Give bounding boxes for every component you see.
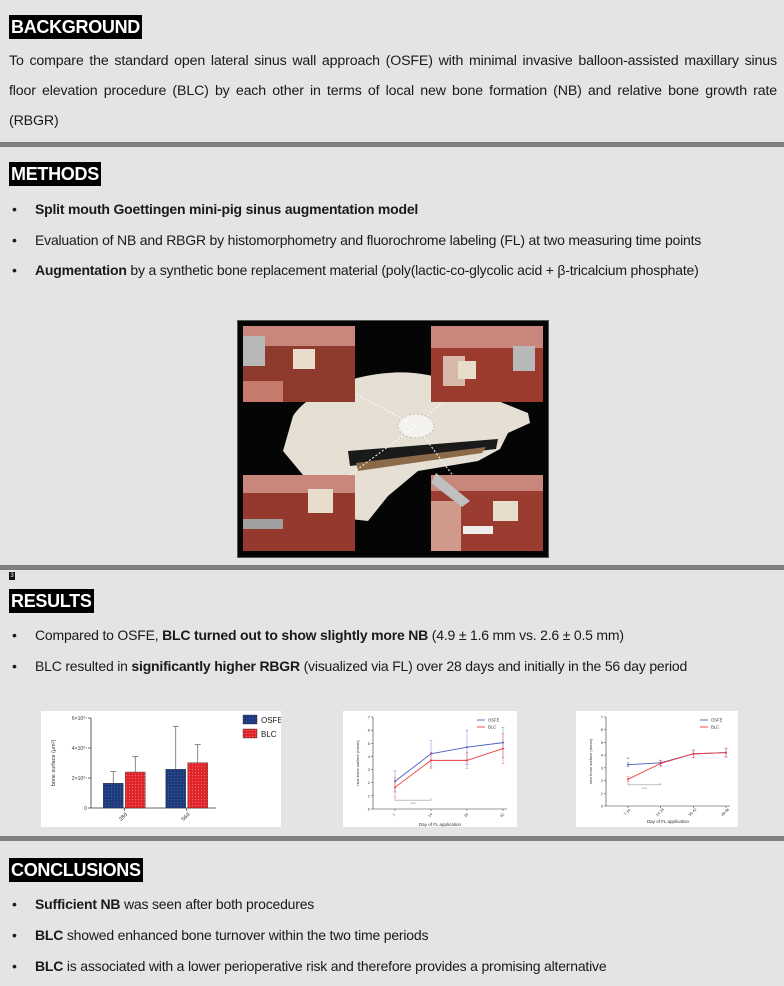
- bullet-icon: •: [12, 262, 17, 278]
- bullet-bold-text: Split mouth Goettingen mini-pig sinus augmentation model: [35, 201, 419, 217]
- intraop-photo-top-right: [431, 326, 543, 402]
- legend-label: OSFE: [261, 716, 281, 725]
- y-axis-label: bone surface (µm²): [51, 739, 57, 787]
- bullet-bold-text: BLC: [35, 958, 64, 974]
- y-tick-label: 6×10⁰⁷: [71, 716, 87, 722]
- methods-bullet: [12, 201, 418, 217]
- x-tick-label: 7-14: [623, 808, 632, 817]
- intraop-photo-top-left: [243, 326, 355, 402]
- y-tick-label: 7: [600, 714, 603, 720]
- significance-bracket: [395, 798, 431, 800]
- bullet-bold-text: Sufficient NB: [35, 896, 121, 912]
- data-point-blc: [627, 778, 629, 780]
- y-tick-label: 5: [600, 739, 603, 745]
- results-title: RESULTS: [11, 591, 92, 611]
- y-tick-label: 6: [367, 727, 370, 733]
- data-point-osfe: [466, 746, 468, 748]
- y-tick-label: 4×10⁰⁷: [71, 746, 87, 752]
- bullet-bold-text: BLC turned out to show slightly more NB: [162, 627, 429, 643]
- bullet-icon: •: [12, 927, 17, 943]
- bullet-text: Compared to OSFE,: [35, 627, 163, 643]
- bullet-bold-text: BLC: [35, 927, 64, 943]
- bar-blc-56d: [188, 763, 208, 808]
- legend-label: BLC: [488, 724, 497, 730]
- bullet-text: was seen after both procedures: [120, 896, 315, 912]
- section-divider: [0, 565, 784, 570]
- background-title: BACKGROUND: [11, 17, 140, 37]
- data-point-blc: [692, 753, 694, 755]
- y-tick-label: 5: [367, 740, 370, 746]
- data-point-blc: [660, 762, 662, 764]
- bullet-text: by a synthetic bone replacement material (poly(lactic-co-glycolic acid + β-tricalcium phosphate): [126, 262, 699, 278]
- significance-bracket: [628, 783, 661, 785]
- bullet-text: (4.9 ± 1.6 mm vs. 2.6 ± 0.5 mm): [428, 627, 624, 643]
- conclusions-title: CONCLUSIONS: [11, 860, 141, 880]
- bullet-icon: •: [12, 627, 17, 643]
- y-tick-label: 4: [600, 752, 603, 758]
- y-axis-label: new bone surface (mean): [588, 738, 593, 785]
- y-tick-label: 2: [367, 780, 370, 786]
- bullet-bold-text: significantly higher RBGR: [131, 658, 300, 674]
- y-tick-label: 0: [367, 806, 370, 812]
- bar-osfe-28d: [103, 783, 123, 808]
- data-point-blc: [394, 786, 396, 788]
- data-point-osfe: [627, 764, 629, 766]
- series-line-blc: [628, 753, 726, 780]
- x-tick-label: 14-28: [655, 807, 665, 818]
- legend-swatch-osfe: [243, 715, 257, 724]
- methods-bullet: [12, 262, 699, 278]
- bar-blc-28d: [125, 772, 145, 808]
- line-chart-panel-1: [343, 711, 517, 827]
- y-tick-label: 3: [367, 767, 370, 773]
- background-text: To compare the standard open lateral sinus wall approach (OSFE) with minimal invasive balloon-assisted maxillary sinus floor elevation procedure (BLC) by each other in terms of local new bone formation (NB) and relative bone growth rate (RBGR): [9, 53, 777, 129]
- methods-title: METHODS: [11, 164, 99, 184]
- x-tick-label: 28d: [118, 811, 129, 823]
- line-chart-1: [343, 711, 517, 827]
- page-marker: 3: [10, 573, 14, 579]
- x-axis-label: Day of FL application: [418, 822, 462, 827]
- bar-osfe-56d: [166, 769, 186, 808]
- y-tick-label: 2×10⁰⁷: [71, 776, 87, 782]
- methods-figure: [237, 320, 549, 558]
- y-tick-label: 4: [367, 753, 370, 759]
- results-bullet: [12, 627, 624, 643]
- y-tick-label: 7: [367, 714, 370, 720]
- conclusions-bullet: [12, 927, 428, 943]
- line-chart-panel-2: [576, 711, 738, 827]
- bullet-text: is associated with a lower perioperative risk and therefore provides a promising alternative: [63, 958, 607, 974]
- bullet-icon: •: [12, 958, 17, 974]
- section-divider: [0, 142, 784, 147]
- significance-label: ****: [641, 786, 648, 791]
- bullet-text: (visualized via FL) over 28 days and initially in the 56 day period: [299, 658, 688, 674]
- line-chart-2: [576, 711, 738, 827]
- bullet-text: showed enhanced bone turnover within the two time periods: [63, 927, 429, 943]
- data-point-blc: [466, 759, 468, 761]
- bullet-icon: •: [12, 658, 17, 674]
- bullet-icon: •: [12, 201, 17, 217]
- bullet-text: BLC resulted in: [35, 658, 132, 674]
- bullet-bold-text: Augmentation: [35, 262, 127, 278]
- results-bullet: [12, 658, 687, 674]
- data-point-blc: [502, 748, 504, 750]
- conclusions-bullet: [12, 958, 606, 974]
- legend-label: OSFE: [488, 717, 500, 723]
- y-tick-label: 6: [600, 727, 603, 733]
- bar-chart: [41, 711, 281, 827]
- y-tick-label: 3: [600, 765, 603, 771]
- skull-illustration: [238, 321, 548, 557]
- bullet-text: Evaluation of NB and RBGR by histomorphometry and fluorochrome labeling (FL) at two measuring time points: [35, 232, 702, 248]
- legend-swatch-blc: [243, 729, 257, 738]
- x-tick-label: 42: [499, 812, 506, 819]
- y-tick-label: 0: [600, 803, 603, 809]
- section-divider: [0, 836, 784, 841]
- x-tick-label: 35-42: [687, 807, 698, 818]
- intraop-photo-bottom-left: [243, 475, 355, 551]
- bar-chart-panel: [41, 711, 281, 827]
- x-tick-label: 28: [463, 812, 470, 819]
- y-axis-label: new bone surface (mean): [355, 740, 360, 786]
- conclusions-bullet: [12, 896, 314, 912]
- x-tick-label: 14: [427, 812, 434, 819]
- series-line-blc: [395, 749, 503, 788]
- x-tick-label: 7: [392, 813, 397, 818]
- bullet-icon: •: [12, 232, 17, 248]
- bullet-icon: •: [12, 896, 17, 912]
- legend-label: OSFE: [711, 717, 723, 723]
- intraop-photo-bottom-right: [431, 473, 543, 551]
- legend-label: BLC: [261, 730, 277, 739]
- x-tick-label: 56d: [180, 811, 192, 823]
- data-point-blc: [725, 752, 727, 754]
- x-tick-label: 49-56: [720, 807, 731, 818]
- x-axis-label: Day of FL application: [646, 819, 690, 824]
- significance-label: ****: [410, 802, 416, 807]
- y-tick-label: 1: [600, 790, 603, 796]
- legend-label: BLC: [711, 724, 720, 730]
- data-point-blc: [430, 759, 432, 761]
- significance-point-label: **: [626, 755, 630, 761]
- y-tick-label: 0: [84, 806, 87, 812]
- y-tick-label: 1: [367, 793, 370, 799]
- methods-bullet: [12, 232, 701, 248]
- y-tick-label: 2: [600, 778, 603, 784]
